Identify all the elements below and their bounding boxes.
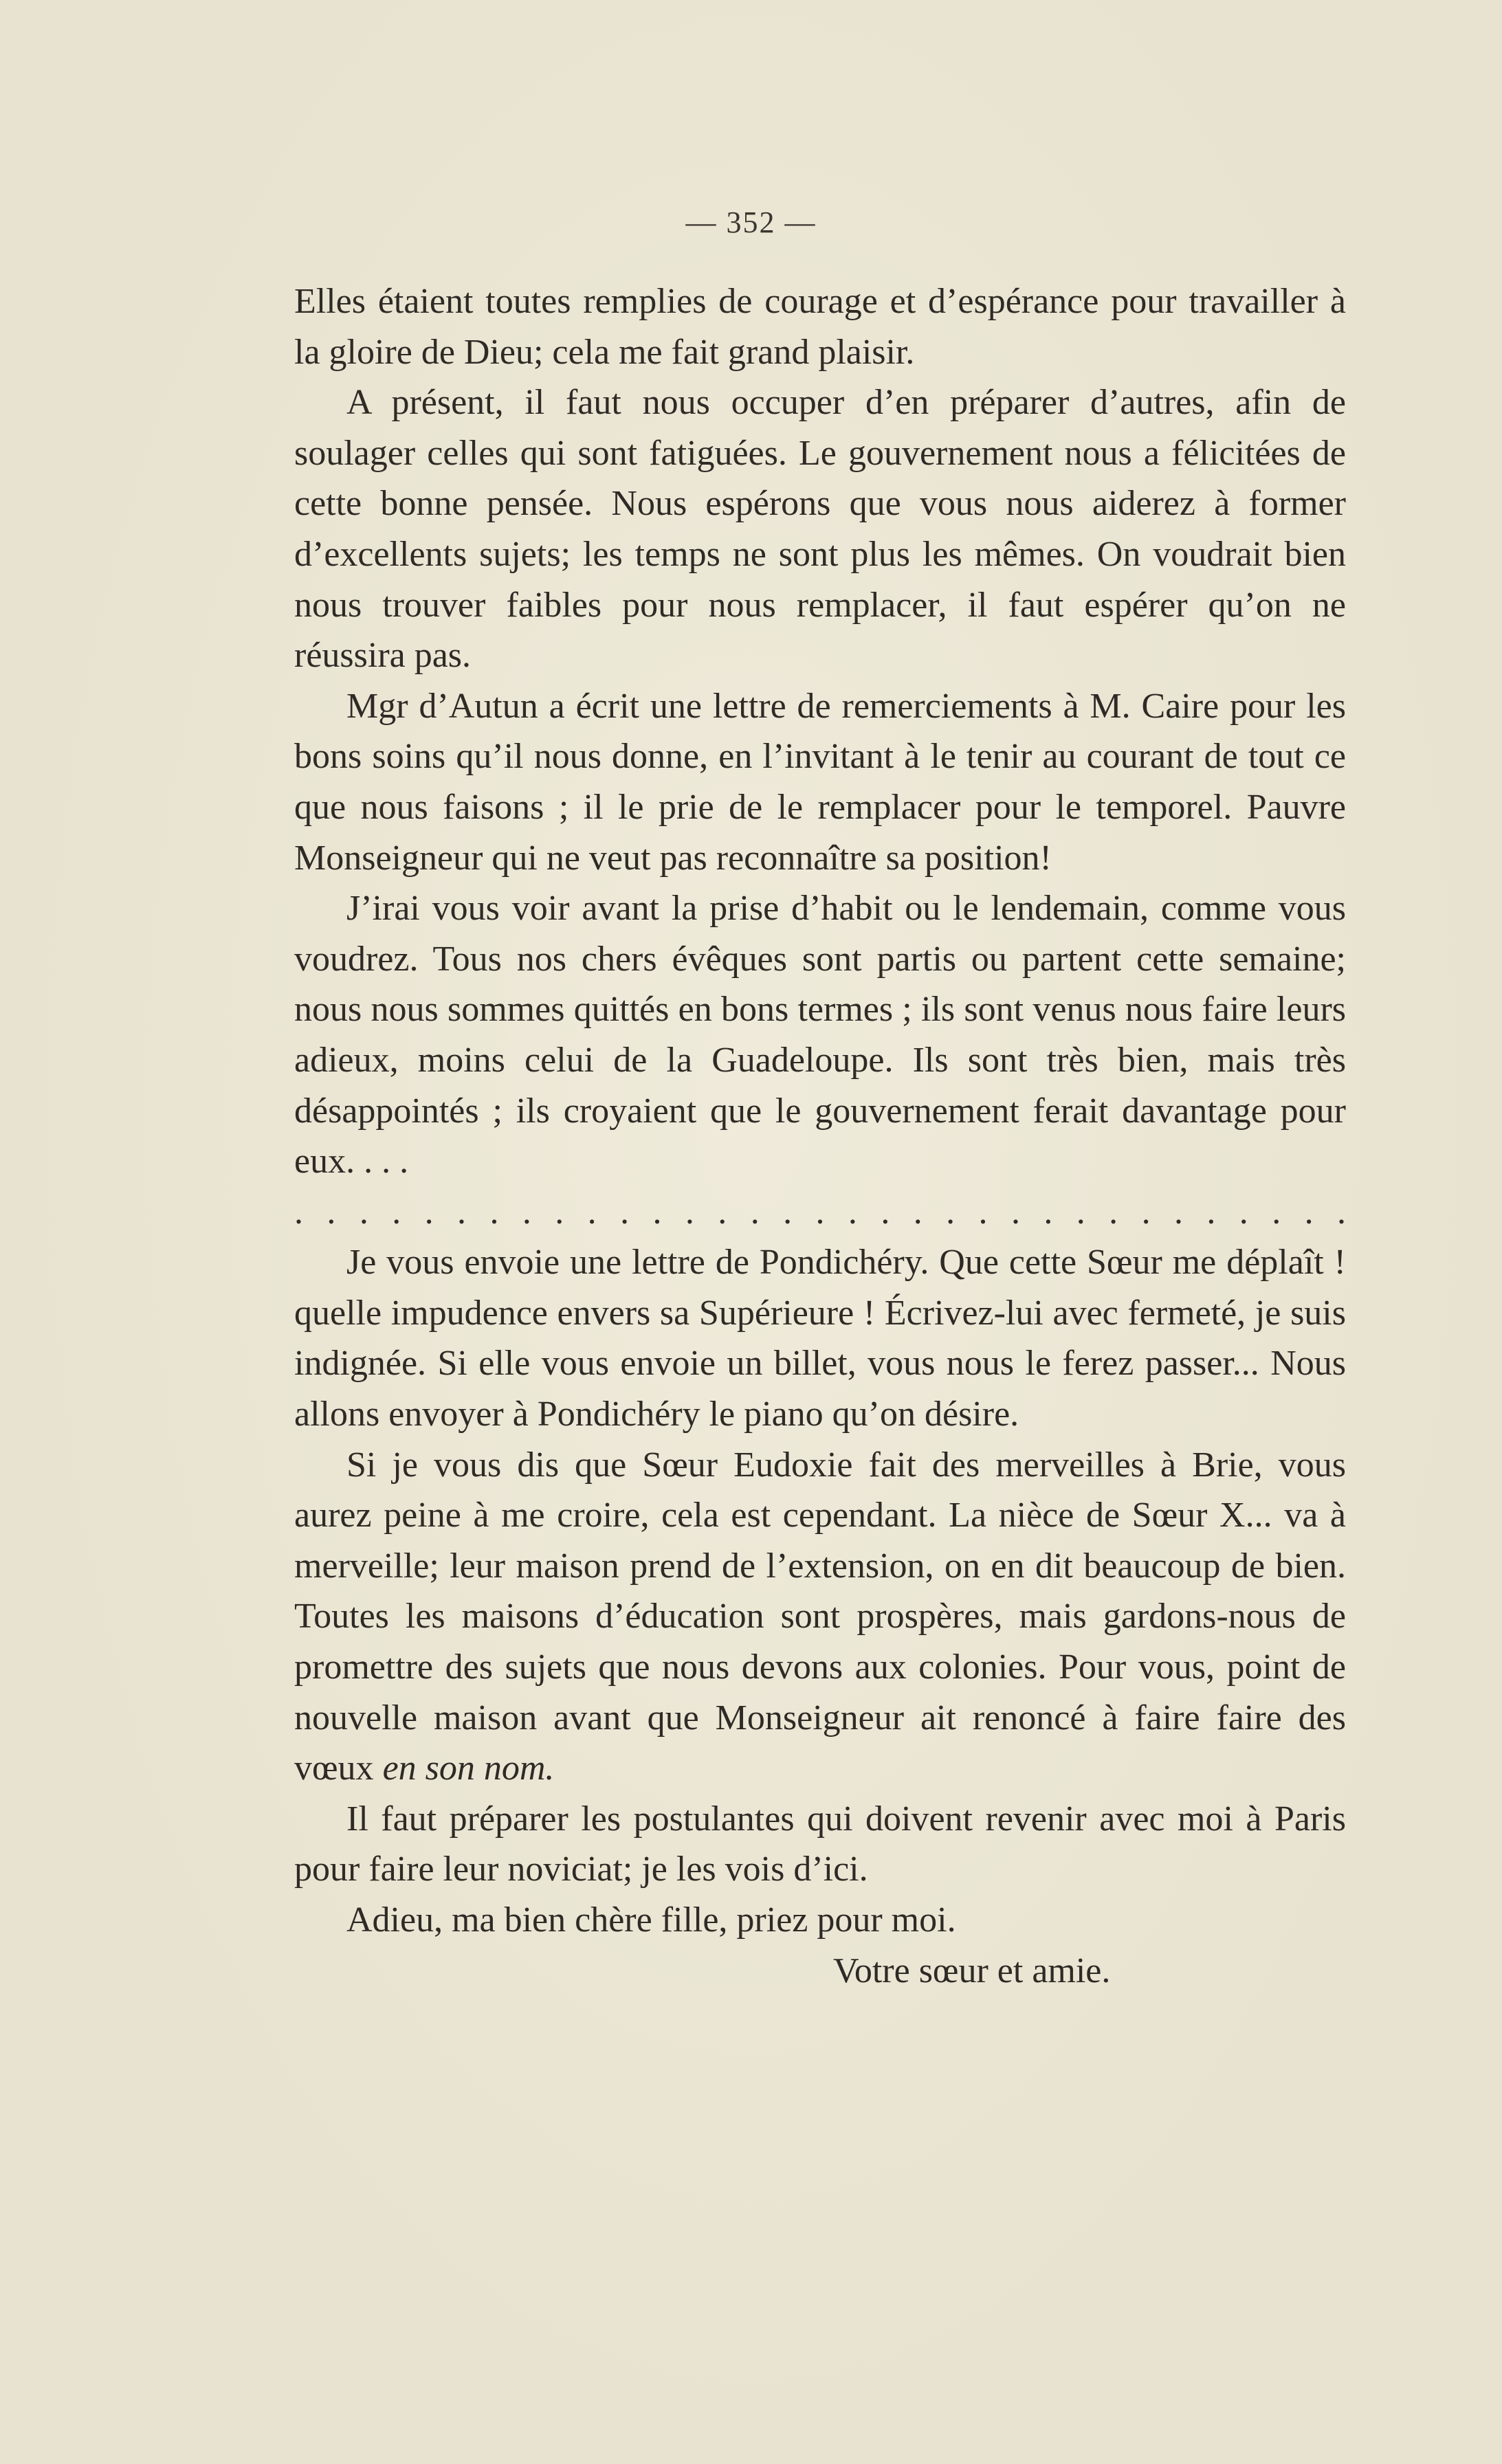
paragraph-5: Je vous envoie une lettre de Pondichéry. Que cette Sœur me déplaît ! quelle impudence envers sa Supérieure ! Écrivez-lui avec fermeté, je suis indignée. Si elle vous envoie un billet, vous nous le ferez passer... Nous allons envoyer à Pondichéry le piano qu’on désire. [294,1243,1346,1434]
page-number: — 352 — [685,206,817,239]
paragraph-4: J’irai vous voir avant la prise d’habit ou le lendemain, comme vous voudrez. Tous nos chers évêques sont partis ou partent cette semaine; nous nous sommes quittés en bons termes ; ils sont venus nous faire leurs adieux, moins celui de la Guadeloupe. Ils sont très bien, mais très désappointés ; ils croyaient que le gouvernement ferait davantage pour eux. . . . [294,889,1346,1181]
paragraph-2: A présent, il faut nous occuper d’en préparer d’autres, afin de soulager celles qui sont fatiguées. Le gouvernement nous a félicitées de cette bonne pensée. Nous espérons que vous nous aiderez à former d’excellents sujets; les temps ne sont plus les mêmes. On voudrait bien nous trouver faibles pour nous remplacer, il faut espérer qu’on ne réussira pas. [294,383,1346,676]
paragraph-6-italic: en son nom. [382,1749,555,1788]
ellipsis-divider [294,1187,1346,1238]
letter-body [294,276,1346,1996]
closing-signature: Votre sœur et amie. [833,1951,1111,1990]
paragraph-7: Il faut préparer les postulantes qui doivent revenir avec moi à Paris pour faire leur noviciat; je les vois d’ici. [294,1799,1346,1889]
paragraph-8: Adieu, ma bien chère fille, priez pour moi. [346,1900,956,1940]
ellipsis-dots: . . . . . . . . . . . . . . . . . . . . . . . . . . . . . . . . . [294,1192,1346,1232]
paragraph-6 [294,1440,1346,1794]
paragraph-1: Elles étaient toutes remplies de courage et d’espérance pour travailler à la gloire de Dieu; cela me fait grand plaisir. [294,282,1346,372]
paragraph-6-text: Si je vous dis que Sœur Eudoxie fait des merveilles à Brie, vous aurez peine à me croire, cela est cependant. La nièce de Sœur X... va à merveille; leur maison prend de l’extension, on en dit beaucoup de bien. Toutes les maisons d’éducation sont prospères, mais gardons-nous de promettre des sujets que nous devons aux colonies. Pour vous, point de nouvelle maison avant que Monseigneur ait renoncé à faire faire des vœux [294,1445,1346,1788]
paragraph-3: Mgr d’Autun a écrit une lettre de remerciements à M. Caire pour les bons soins qu’il nous donne, en l’invitant à le tenir au courant de tout ce que nous faisons ; il le prie de le remplacer pour le temporel. Pauvre Monseigneur qui ne veut pas reconnaître sa position! [294,686,1346,878]
